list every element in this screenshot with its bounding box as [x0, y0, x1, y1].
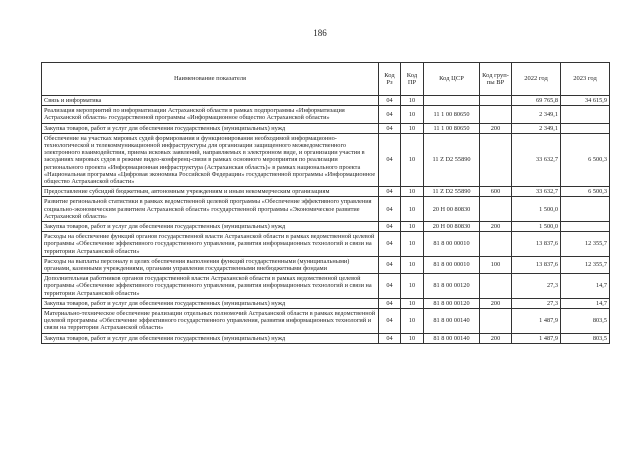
- row-name: Закупка товаров, работ и услуг для обеспечения государственных (муниципальных) нужд: [42, 333, 379, 343]
- column-header-vr: Код груп-пы ВР: [480, 63, 512, 96]
- row-2023: 34 615,9: [561, 96, 610, 106]
- row-vr: 200: [480, 333, 512, 343]
- row-2023: 803,5: [561, 333, 610, 343]
- table-row: [42, 222, 610, 232]
- row-vr: [480, 96, 512, 106]
- row-csr: 11 Z D2 55890: [424, 187, 480, 197]
- row-2022: 27,3: [512, 298, 561, 308]
- row-2022: 33 632,7: [512, 187, 561, 197]
- row-2023: [561, 197, 610, 222]
- table-row: [42, 333, 610, 343]
- row-rz: 04: [379, 309, 401, 334]
- row-vr: [480, 274, 512, 299]
- row-pr: 10: [401, 232, 424, 257]
- row-name: Расходы на выплаты персоналу в целях обеспечения выполнения функций государственными (муниципальными) органами, казенными учреждениями, органами управления государственными внебюджетными фондами: [42, 256, 379, 273]
- row-pr: 10: [401, 133, 424, 186]
- column-header-2022: 2022 год: [512, 63, 561, 96]
- row-name: Материально-техническое обеспечение реализации отдельных полномочий Астраханской области в рамках ведомственной целевой программы «Обеспечение эффективного государственного управления, развития информационных технологий и связи на территории Астраханской области»: [42, 309, 379, 334]
- table-row: [42, 232, 610, 257]
- row-name: Связь и информатика: [42, 96, 379, 106]
- row-2023: 6 500,3: [561, 133, 610, 186]
- row-2023: [561, 123, 610, 133]
- row-pr: 10: [401, 222, 424, 232]
- row-rz: 04: [379, 187, 401, 197]
- row-csr: 81 8 00 00010: [424, 256, 480, 273]
- row-vr: 100: [480, 256, 512, 273]
- row-2022: 1 487,9: [512, 333, 561, 343]
- row-name: Закупка товаров, работ и услуг для обеспечения государственных (муниципальных) нужд: [42, 123, 379, 133]
- column-header-2023: 2023 год: [561, 63, 610, 96]
- row-csr: 81 8 00 00010: [424, 232, 480, 257]
- table-row: [42, 123, 610, 133]
- row-csr: [424, 96, 480, 106]
- table-row: [42, 256, 610, 273]
- row-name: Закупка товаров, работ и услуг для обеспечения государственных (муниципальных) нужд: [42, 222, 379, 232]
- row-rz: 04: [379, 133, 401, 186]
- row-name: Закупка товаров, работ и услуг для обеспечения государственных (муниципальных) нужд: [42, 298, 379, 308]
- row-name: Дополнительная работников органов государственной власти Астраханской области в рамках ведомственной целевой программы «Обеспечение эффективного государственного управления, развития информационных технологий и связи на территории Астраханской области»: [42, 274, 379, 299]
- row-pr: 10: [401, 274, 424, 299]
- table-row: [42, 133, 610, 186]
- row-vr: 200: [480, 123, 512, 133]
- row-rz: 04: [379, 106, 401, 123]
- row-2023: 803,5: [561, 309, 610, 334]
- row-vr: 200: [480, 222, 512, 232]
- page-number: 186: [313, 28, 327, 38]
- row-pr: 10: [401, 309, 424, 334]
- row-pr: 10: [401, 96, 424, 106]
- row-rz: 04: [379, 256, 401, 273]
- row-2023: [561, 222, 610, 232]
- table-row: [42, 106, 610, 123]
- column-header-pr: Код ПР: [401, 63, 424, 96]
- row-2022: 27,3: [512, 274, 561, 299]
- row-2022: 1 500,0: [512, 197, 561, 222]
- column-header-rz: Код Рз: [379, 63, 401, 96]
- row-name: Реализация мероприятий по информатизации Астраханской области в рамках подпрограммы «Информатизация Астраханской области» государственной программы «Информационное общество Астраханской области»: [42, 106, 379, 123]
- row-2022: 13 837,6: [512, 256, 561, 273]
- table-row: [42, 96, 610, 106]
- row-pr: 10: [401, 123, 424, 133]
- row-csr: 81 8 00 00140: [424, 309, 480, 334]
- row-2023: 14,7: [561, 274, 610, 299]
- row-rz: 04: [379, 232, 401, 257]
- row-2022: 2 349,1: [512, 123, 561, 133]
- row-2023: [561, 106, 610, 123]
- row-csr: 11 1 00 80650: [424, 106, 480, 123]
- row-2022: 2 349,1: [512, 106, 561, 123]
- row-name: Развитие региональной статистики в рамках ведомственной целевой программы «Обеспечение эффективного управления социально-экономическим развитием Астраханской области» государственной программы «Экономическое развитие Астраханской области»: [42, 197, 379, 222]
- table-header-row: [42, 63, 610, 96]
- table-row: [42, 309, 610, 334]
- row-2022: 33 632,7: [512, 133, 561, 186]
- row-rz: 04: [379, 298, 401, 308]
- row-vr: [480, 106, 512, 123]
- row-pr: 10: [401, 298, 424, 308]
- row-vr: 600: [480, 187, 512, 197]
- row-csr: 81 8 00 00120: [424, 274, 480, 299]
- row-rz: 04: [379, 197, 401, 222]
- table-row: [42, 187, 610, 197]
- row-2022: 1 487,9: [512, 309, 561, 334]
- table-row: [42, 298, 610, 308]
- row-pr: 10: [401, 197, 424, 222]
- row-pr: 10: [401, 333, 424, 343]
- row-name: Предоставление субсидий бюджетным, автономным учреждениям и иным некоммерческим организациям: [42, 187, 379, 197]
- row-rz: 04: [379, 274, 401, 299]
- row-2023: 12 355,7: [561, 232, 610, 257]
- row-vr: [480, 133, 512, 186]
- table-row: [42, 197, 610, 222]
- column-header-name: Наименование показателя: [42, 63, 379, 96]
- row-2022: 69 765,8: [512, 96, 561, 106]
- row-vr: [480, 232, 512, 257]
- row-csr: 20 Н 00 80830: [424, 222, 480, 232]
- row-rz: 04: [379, 96, 401, 106]
- column-header-csr: Код ЦСР: [424, 63, 480, 96]
- row-2022: 13 837,6: [512, 232, 561, 257]
- row-vr: [480, 197, 512, 222]
- row-2023: 12 355,7: [561, 256, 610, 273]
- row-pr: 10: [401, 106, 424, 123]
- row-name: Обеспечение на участках мировых судей формирования и функционирования необходимой информационно-технологической и телекоммуникационной инфраструктуры для организации защищенного межведомственного электронного взаимодействия, приема исковых заявлений, направляемых в электронном виде, и организации участия в заседаниях мировых судов в режиме видео-конференц-связи в рамках основного мероприятия по реализации регионального проекта «Информационная инфраструктура (Астраханская область)» в рамках национального проекта «Национальная программа «Цифровая экономика Российской Федерации» государственной программы «Информационное общество Астраханской области»: [42, 133, 379, 186]
- table-row: [42, 274, 610, 299]
- row-vr: 200: [480, 298, 512, 308]
- row-2023: 14,7: [561, 298, 610, 308]
- row-csr: 81 8 00 00140: [424, 333, 480, 343]
- row-csr: 11 Z D2 55890: [424, 133, 480, 186]
- row-2022: 1 500,0: [512, 222, 561, 232]
- row-rz: 04: [379, 222, 401, 232]
- row-rz: 04: [379, 123, 401, 133]
- row-pr: 10: [401, 187, 424, 197]
- row-csr: 81 8 00 00120: [424, 298, 480, 308]
- row-csr: 20 Н 00 80830: [424, 197, 480, 222]
- row-name: Расходы на обеспечение функций органов государственной власти Астраханской области в рамках ведомственной целевой программы «Обеспечение эффективного государственного управления, развития информационных технологий и связи на территории Астраханской области»: [42, 232, 379, 257]
- budget-table: [41, 62, 610, 344]
- row-rz: 04: [379, 333, 401, 343]
- row-pr: 10: [401, 256, 424, 273]
- row-2023: 6 500,3: [561, 187, 610, 197]
- row-vr: [480, 309, 512, 334]
- row-csr: 11 1 00 80650: [424, 123, 480, 133]
